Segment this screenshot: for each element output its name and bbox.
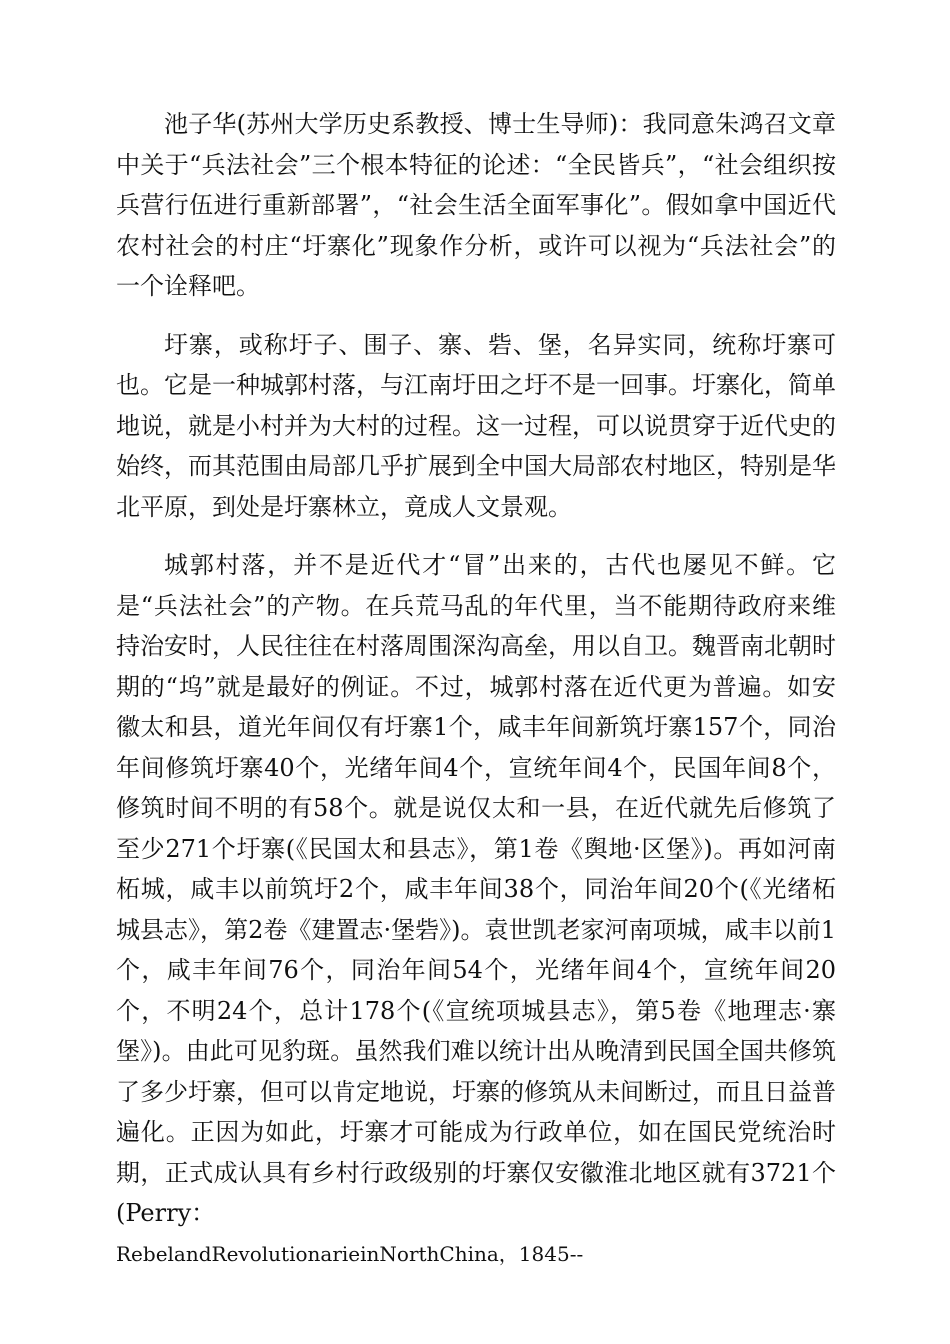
document-page	[116, 104, 836, 1274]
paragraph-3	[116, 545, 836, 1274]
paragraph-2: 圩寨，或称圩子、围子、寨、砦、堡，名异实同，统称圩寨可也。它是一种城郭村落，与江南圩田之圩不是一回事。圩寨化，简单地说，就是小村并为大村的过程。这一过程，可以说贯穿于近代史的始终，而其范围由局部几乎扩展到全中国大局部农村地区，特别是华北平原，到处是圩寨林立，竟成人文景观。	[116, 330, 836, 521]
paragraph-3-tail-line: RebelandRevolutionarieinNorthChina，1845--	[116, 1241, 584, 1266]
paragraph-3-text: 城郭村落，并不是近代才“冒”出来的，古代也屡见不鲜。它是“兵法社会”的产物。在兵荒马乱的年代里，当不能期待政府来维持治安时，人民往往在村落周围深沟高垒，用以自卫。魏晋南北朝时期的“坞”就是最好的例证。不过，城郭村落在近代更为普遍。如安徽太和县，道光年间仅有圩寨1个，咸丰年间新筑圩寨157个，同治年间修筑圩寨40个，光绪年间4个，宣统年间4个，民国年间8个，修筑时间不明的有58个。就是说仅太和一县，在近代就先后修筑了至少271个圩寨(《民国太和县志》，第1卷《舆地·区堡》)。再如河南柘城，咸丰以前筑圩2个，咸丰年间38个，同治年间20个(《光绪柘城县志》，第2卷《建置志·堡砦》)。袁世凯老家河南项城，咸丰以前1个，咸丰年间76个，同治年间54个，光绪年间4个，宣统年间20个，不明24个，总计178个(《宣统项城县志》，第5卷《地理志·寨堡》)。由此可见豹斑。虽然我们难以统计出从晚清到民国全国共修筑了多少圩寨，但可以肯定地说，圩寨的修筑从未间断过，而且日益普遍化。正因为如此，圩寨才可能成为行政单位，如在国民党统治时期，正式成认具有乡村行政级别的圩寨仅安徽淮北地区就有3721个(Perry：	[116, 551, 836, 1227]
paragraph-1: 池子华(苏州大学历史系教授、博士生导师)：我同意朱鸿召文章中关于“兵法社会”三个根本特征的论述：“全民皆兵”，“社会组织按兵营行伍进行重新部署”，“社会生活全面军事化”。假如拿中国近代农村社会的村庄“圩寨化”现象作分析，或许可以视为“兵法社会”的一个诠释吧。	[116, 110, 836, 300]
